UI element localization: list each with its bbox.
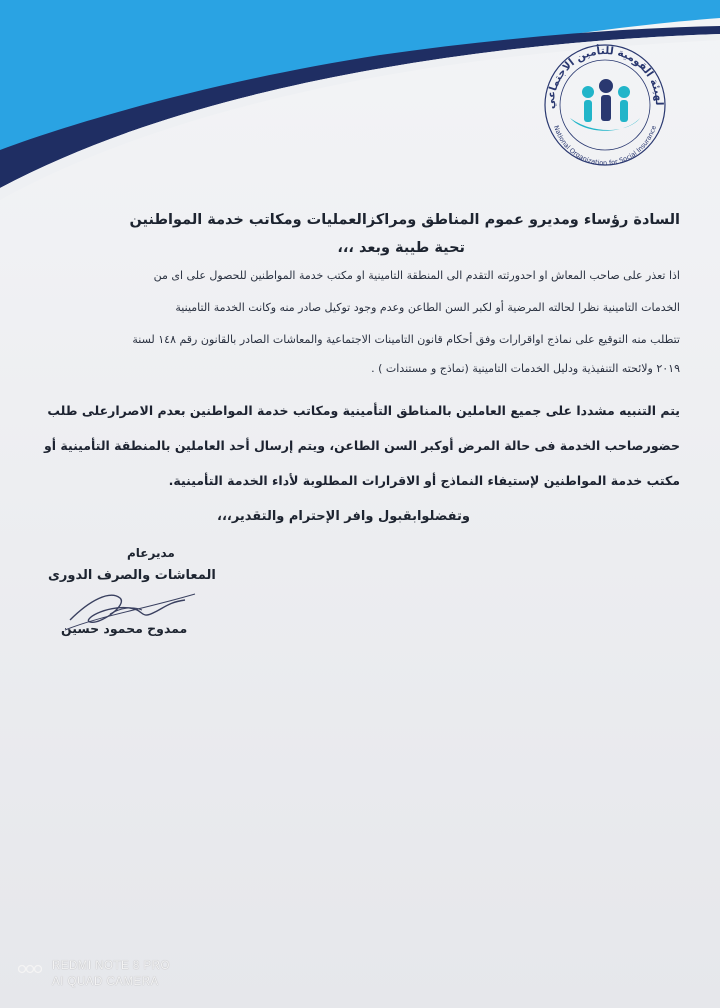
paragraph-1-line: اذا تعذر على صاحب المعاش او احدورثته التقدم الى المنطقة التامينية او مكتب خدمة المواطنين للحصول على اى من [153,269,680,282]
paragraph-2-line: يتم التنبيه مشددا على جميع العاملين بالمناطق التأمينية ومكاتب خدمة المواطنين بعدم الاصرارعلى طلب [47,403,680,418]
paragraph-1-line: ٢٠١٩ ولائحته التنفيذية ودليل الخدمات التامينية (نماذج و مستندات ) . [371,362,680,375]
organization-logo [540,40,670,170]
paragraph-2 [32,398,680,494]
paragraph-1 [32,264,680,380]
watermark-camera: AI QUAD CAMERA [52,976,159,988]
paragraph-1-line: تتطلب منه التوقيع على نماذج اواقرارات وفق أحكام قانون التامينات الاجتماعية والمعاشات الصادر بالقانون رقم ١٤٨ لسنة [132,333,680,346]
paragraph-2-line: مكتب خدمة المواطنين لإستيفاء النماذج أو الاقرارات المطلوبة لأداء الخدمة التأمينية. [168,473,680,488]
signatory-title-line1: مديرعام [127,546,175,560]
paragraph-2-line: حضورصاحب الخدمة فى حالة المرض أوكبر السن الطاعن، ويتم إرسال أحد العاملين بالمنطقة التأمينية أو [43,438,680,453]
letter-closing: وتفضلوابقبول وافر الإحترام والتقدير،،، [217,509,470,524]
signatory-title-line2: المعاشات والصرف الدورى [48,568,216,583]
logo-english-name: National Organization for Social Insurance [552,124,658,168]
camera-lens-icon [18,963,42,975]
signatory-name: ممدوح محمود حسين [61,621,188,636]
logo-arabic-name: لهيئة القومية للتأمين الاجتماعي [544,44,666,110]
watermark-device: REDMI NOTE 8 PRO [52,960,170,972]
letter-addressee: السادة رؤساء ومديرو عموم المناطق ومراكزالعمليات ومكاتب خدمة المواطنين [129,212,680,228]
letter-greeting: تحية طيبة وبعد ،،، [337,240,465,256]
paragraph-1-line: الخدمات التامينية نظرا لحالته المرضية أو لكبر السن الطاعن وعدم وجود توكيل صادر منه وكانت الخدمة التامينية [175,301,680,314]
